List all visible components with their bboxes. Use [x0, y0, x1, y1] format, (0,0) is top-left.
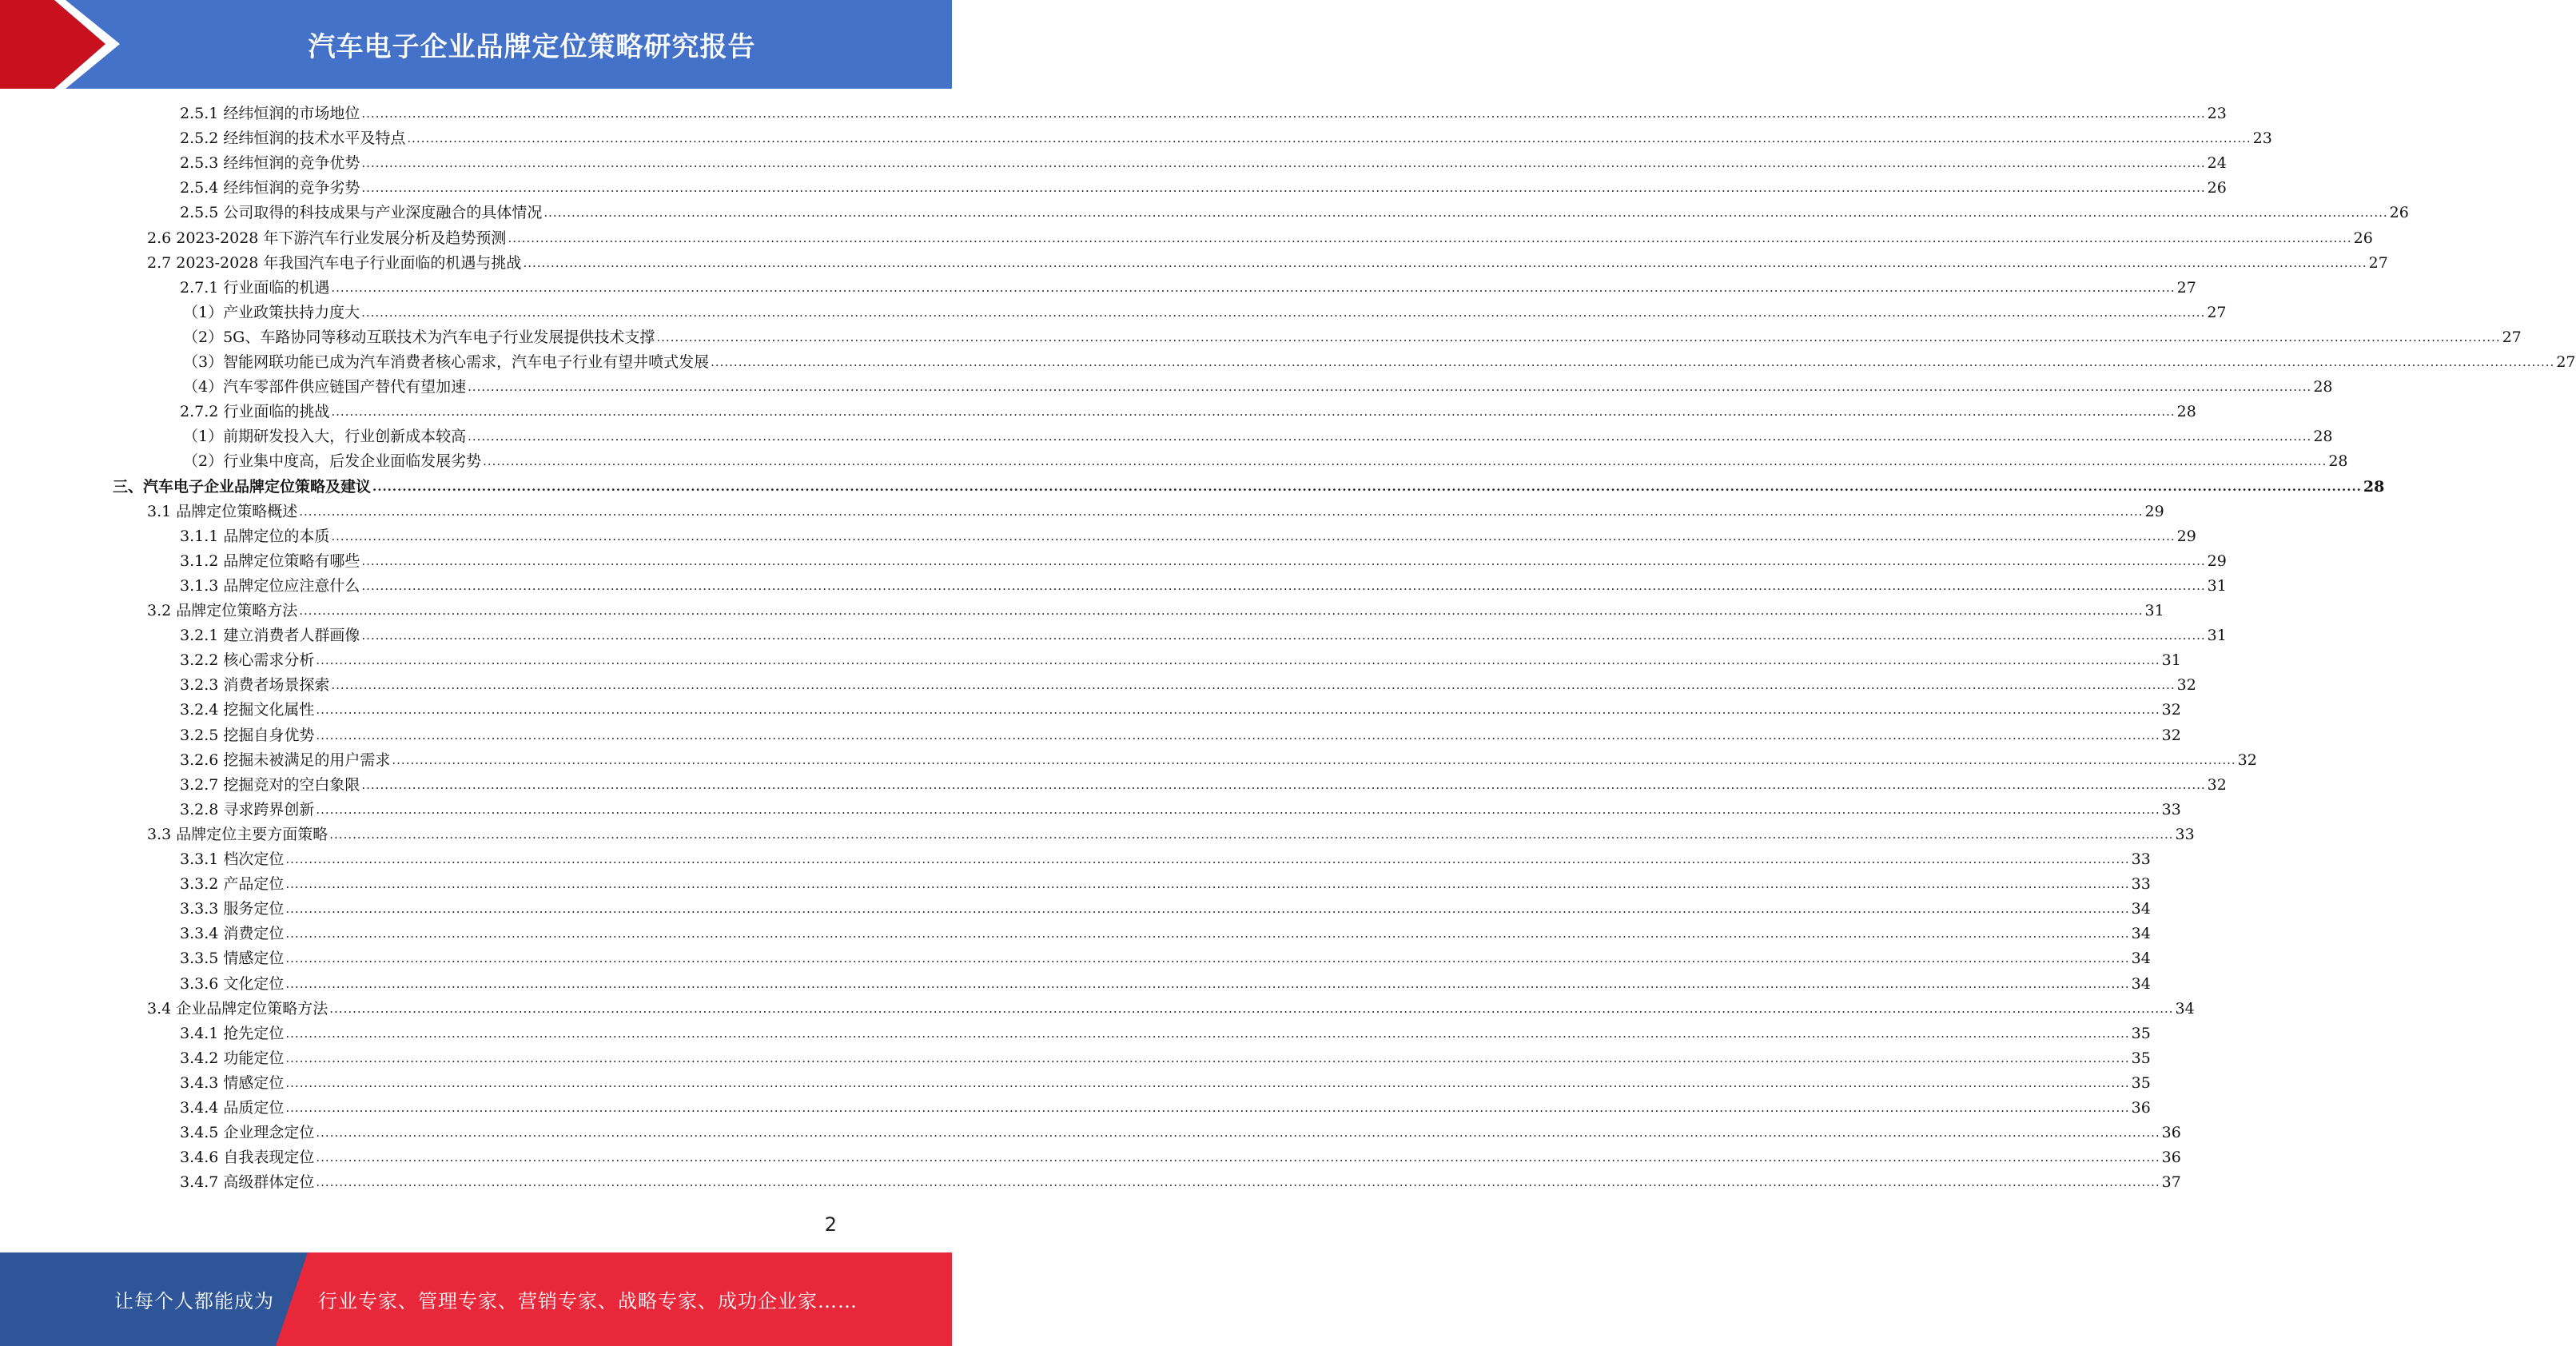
toc-entry-title: 3.3 品牌定位主要方面策略 — [147, 825, 328, 843]
toc-entry-page: 37 — [2161, 1173, 2181, 1192]
toc-entry-title: 3.3.1 档次定位 — [180, 850, 285, 868]
toc-entry-title: 3.2.1 建立消费者人群画像 — [180, 627, 360, 645]
toc-dot-leader: ................................................................................................................................................................................................................................................................................................................................................................................................................ — [316, 1175, 2160, 1190]
toc-entry[interactable] — [183, 350, 2576, 375]
toc-entry-title: 3.3.4 消费定位 — [180, 925, 285, 943]
toc-dot-leader: ................................................................................................................................................................................................................................................................................................................................................................................................................ — [361, 777, 2206, 792]
toc-entry-page: 24 — [2207, 154, 2227, 173]
toc-entry-title: 3.4.4 品质定位 — [180, 1099, 285, 1117]
toc-entry-page: 27 — [2207, 303, 2227, 321]
header-chevron-decoration — [0, 0, 160, 89]
toc-entry-page: 28 — [2313, 428, 2333, 446]
toc-entry[interactable] — [180, 1021, 2151, 1046]
toc-entry-title: （2）行业集中度高，后发企业面临发展劣势 — [183, 452, 482, 471]
toc-entry-page: 29 — [2176, 527, 2196, 545]
toc-entry-title: 3.2.4 挖掘文化属性 — [180, 701, 315, 719]
toc-entry-page: 27 — [2176, 278, 2196, 297]
toc-dot-leader: ................................................................................................................................................................................................................................................................................................................................................................................................................ — [361, 156, 2206, 171]
toc-entry-title: 2.7.2 行业面临的挑战 — [180, 403, 330, 421]
toc-dot-leader: ................................................................................................................................................................................................................................................................................................................................................................................................................ — [331, 280, 2176, 295]
toc-entry-title: 2.5.1 经纬恒润的市场地位 — [180, 105, 360, 122]
page-header — [0, 0, 952, 89]
toc-dot-leader: ................................................................................................................................................................................................................................................................................................................................................................................................................ — [285, 877, 2130, 892]
toc-entry[interactable] — [180, 946, 2151, 971]
toc-dot-leader: ................................................................................................................................................................................................................................................................................................................................................................................................................ — [285, 1101, 2130, 1115]
toc-entry-page: 23 — [2252, 129, 2272, 148]
toc-entry[interactable] — [180, 922, 2151, 946]
toc-entry-page: 31 — [2161, 651, 2181, 670]
toc-dot-leader: ................................................................................................................................................................................................................................................................................................................................................................................................................ — [285, 1050, 2130, 1065]
toc-entry[interactable] — [180, 1046, 2151, 1071]
toc-entry-title: 2.5.5 公司取得的科技成果与产业深度融合的具体情况 — [180, 204, 543, 222]
toc-entry-page: 35 — [2131, 1049, 2151, 1067]
toc-entry-title: （3）智能网联功能已成为汽车消费者核心需求，汽车电子行业有望井喷式发展 — [183, 353, 710, 371]
toc-entry[interactable] — [180, 723, 2181, 748]
toc-entry-page: 32 — [2237, 751, 2257, 769]
toc-entry-page: 34 — [2131, 925, 2151, 943]
toc-entry-title: 3.4.2 功能定位 — [180, 1049, 285, 1067]
toc-dot-leader: ................................................................................................................................................................................................................................................................................................................................................................................................................ — [543, 205, 2388, 221]
toc-dot-leader: ................................................................................................................................................................................................................................................................................................................................................................................................................ — [711, 355, 2555, 369]
toc-entry-page: 33 — [2161, 800, 2181, 818]
toc-entry[interactable] — [180, 847, 2151, 872]
toc-entry-title: 3.1.2 品牌定位策略有哪些 — [180, 552, 360, 570]
toc-entry-title: 3.1 品牌定位策略概述 — [147, 502, 298, 520]
toc-entry-page: 32 — [2207, 775, 2227, 794]
toc-entry-page: 31 — [2207, 576, 2227, 595]
toc-entry-page: 33 — [2131, 875, 2151, 894]
toc-entry[interactable] — [180, 698, 2181, 723]
toc-dot-leader: ................................................................................................................................................................................................................................................................................................................................................................................................................ — [285, 1075, 2130, 1090]
toc-dot-leader: ................................................................................................................................................................................................................................................................................................................................................................................................................ — [316, 653, 2160, 668]
toc-entry-page: 28 — [2313, 378, 2333, 396]
toc-entry-title: 2.5.4 经纬恒润的竞争劣势 — [180, 179, 360, 197]
toc-entry-title: 3.1.1 品牌定位的本质 — [180, 527, 330, 545]
toc-dot-leader: ................................................................................................................................................................................................................................................................................................................................................................................................................ — [483, 454, 2327, 469]
toc-entry-title: 3.2.2 核心需求分析 — [180, 651, 315, 670]
footer-slogan-right: 行业专家、管理专家、营销专家、战略专家、成功企业家…… — [318, 1290, 858, 1312]
toc-entry[interactable] — [180, 872, 2151, 897]
report-title: 汽车电子企业品牌定位策略研究报告 — [308, 31, 756, 63]
toc-entry[interactable] — [183, 301, 2227, 325]
toc-entry-page: 33 — [2131, 850, 2151, 868]
toc-entry-page: 35 — [2131, 1073, 2151, 1092]
toc-entry-title: 3.2 品牌定位策略方法 — [147, 602, 298, 619]
toc-entry[interactable] — [180, 151, 2227, 176]
toc-entry-page: 31 — [2207, 627, 2227, 645]
toc-entry-title: 三、汽车电子企业品牌定位策略及建议 — [113, 477, 372, 496]
toc-entry[interactable] — [180, 276, 2196, 301]
toc-entry-title: （4）汽车零部件供应链国产替代有望加速 — [183, 378, 467, 396]
toc-entry[interactable] — [147, 500, 2164, 524]
toc-entry-title: 2.5.2 经纬恒润的技术水平及特点 — [180, 129, 406, 148]
toc-dot-leader: ................................................................................................................................................................................................................................................................................................................................................................................................................ — [285, 926, 2130, 942]
toc-entry-title: 3.2.5 挖掘自身优势 — [180, 726, 315, 744]
toc-entry-title: （1）前期研发投入大，行业创新成本较高 — [183, 428, 467, 446]
toc-entry-page: 32 — [2161, 726, 2181, 744]
toc-entry[interactable] — [180, 1071, 2151, 1096]
toc-dot-leader: ................................................................................................................................................................................................................................................................................................................................................................................................................ — [329, 1001, 2174, 1016]
toc-dot-leader: ................................................................................................................................................................................................................................................................................................................................................................................................................ — [316, 727, 2160, 743]
toc-entry-page: 36 — [2161, 1124, 2181, 1142]
toc-entry[interactable] — [147, 997, 2195, 1021]
toc-dot-leader: ................................................................................................................................................................................................................................................................................................................................................................................................................ — [316, 703, 2160, 718]
toc-entry-page: 35 — [2131, 1024, 2151, 1042]
toc-entry-page: 33 — [2175, 825, 2195, 843]
toc-entry[interactable] — [147, 226, 2373, 251]
toc-entry-title: 2.7.1 行业面临的机遇 — [180, 278, 330, 297]
toc-dot-leader: ................................................................................................................................................................................................................................................................................................................................................................................................................ — [361, 181, 2206, 196]
toc-entry-page: 28 — [2328, 452, 2348, 471]
toc-dot-leader: ................................................................................................................................................................................................................................................................................................................................................................................................................ — [361, 578, 2206, 593]
toc-entry-page: 34 — [2175, 999, 2195, 1017]
page-number: 2 — [824, 1213, 837, 1236]
toc-entry-title: 3.4.7 高级群体定位 — [180, 1173, 315, 1192]
toc-entry-title: 3.3.6 文化定位 — [180, 974, 285, 993]
toc-entry-title: 3.2.6 挖掘未被满足的用户需求 — [180, 751, 391, 769]
toc-entry[interactable] — [180, 524, 2196, 549]
toc-entry-page: 31 — [2144, 602, 2164, 619]
toc-dot-leader: ................................................................................................................................................................................................................................................................................................................................................................................................................ — [407, 131, 2252, 146]
toc-dot-leader: ................................................................................................................................................................................................................................................................................................................................................................................................................ — [316, 802, 2160, 817]
toc-entry[interactable] — [183, 449, 2348, 474]
toc-entry[interactable] — [180, 1145, 2181, 1170]
toc-dot-leader: ................................................................................................................................................................................................................................................................................................................................................................................................................ — [392, 752, 2236, 767]
toc-entry-title: 2.5.3 经纬恒润的竞争优势 — [180, 154, 360, 173]
toc-dot-leader: ................................................................................................................................................................................................................................................................................................................................................................................................................ — [299, 603, 2144, 618]
toc-entry[interactable] — [180, 673, 2196, 698]
toc-dot-leader: ................................................................................................................................................................................................................................................................................................................................................................................................................ — [331, 404, 2176, 420]
toc-entry-page: 34 — [2131, 900, 2151, 918]
toc-entry-page: 28 — [2363, 477, 2385, 496]
toc-entry-page: 26 — [2353, 229, 2373, 247]
toc-entry[interactable] — [180, 1096, 2151, 1121]
toc-entry-page: 27 — [2556, 353, 2576, 371]
toc-entry-page: 36 — [2131, 1099, 2151, 1117]
toc-entry-title: 3.2.3 消费者场景探索 — [180, 676, 330, 695]
toc-dot-leader: ................................................................................................................................................................................................................................................................................................................................................................................................................ — [361, 628, 2206, 643]
toc-dot-leader: ................................................................................................................................................................................................................................................................................................................................................................................................................ — [468, 429, 2312, 444]
toc-entry[interactable] — [147, 822, 2195, 847]
toc-entry-title: （1）产业政策扶持力度大 — [183, 303, 360, 321]
toc-entry-page: 28 — [2176, 403, 2196, 421]
toc-entry[interactable] — [183, 375, 2333, 400]
toc-entry-page: 26 — [2389, 204, 2409, 222]
toc-entry[interactable] — [113, 475, 2385, 500]
toc-entry-title: 3.1.3 品牌定位应注意什么 — [180, 576, 360, 595]
toc-dot-leader: ................................................................................................................................................................................................................................................................................................................................................................................................................ — [331, 678, 2176, 693]
toc-dot-leader: ................................................................................................................................................................................................................................................................................................................................................................................................................ — [329, 826, 2174, 842]
toc-entry-title: 2.6 2023-2028 年下游汽车行业发展分析及趋势预测 — [147, 229, 507, 247]
toc-dot-leader: ................................................................................................................................................................................................................................................................................................................................................................................................................ — [508, 230, 2352, 245]
toc-dot-leader: ................................................................................................................................................................................................................................................................................................................................................................................................................ — [285, 1025, 2130, 1041]
toc-dot-leader: ................................................................................................................................................................................................................................................................................................................................................................................................................ — [331, 528, 2176, 544]
toc-entry-title: 3.4.5 企业理念定位 — [180, 1124, 315, 1142]
toc-entry-page: 32 — [2176, 676, 2196, 695]
toc-entry[interactable] — [147, 251, 2388, 276]
toc-dot-leader: ................................................................................................................................................................................................................................................................................................................................................................................................................ — [468, 380, 2312, 395]
toc-entry-page: 34 — [2131, 974, 2151, 993]
toc-dot-leader: ................................................................................................................................................................................................................................................................................................................................................................................................................ — [523, 255, 2367, 270]
toc-dot-leader: ................................................................................................................................................................................................................................................................................................................................................................................................................ — [285, 852, 2130, 866]
toc-entry-page: 32 — [2161, 701, 2181, 719]
toc-entry[interactable] — [180, 798, 2181, 822]
toc-entry-title: （2）5G、车路协同等移动互联技术为汽车电子行业发展提供技术支撑 — [183, 328, 655, 346]
toc-entry[interactable] — [183, 325, 2522, 350]
toc-entry[interactable] — [180, 126, 2272, 151]
toc-entry-title: 2.7 2023-2028 年我国汽车电子行业面临的机遇与挑战 — [147, 253, 522, 272]
toc-entry[interactable] — [180, 897, 2151, 922]
toc-entry[interactable] — [180, 176, 2227, 201]
toc-dot-leader: ................................................................................................................................................................................................................................................................................................................................................................................................................ — [361, 106, 2206, 121]
toc-dot-leader: ................................................................................................................................................................................................................................................................................................................................................................................................................ — [361, 553, 2206, 568]
toc-entry[interactable] — [180, 201, 2409, 225]
toc-entry[interactable] — [180, 972, 2151, 997]
toc-entry[interactable] — [180, 1170, 2181, 1195]
footer-slogan-left: 让每个人都能成为 — [114, 1290, 274, 1312]
toc-entry-page: 36 — [2161, 1149, 2181, 1167]
toc-dot-leader: ................................................................................................................................................................................................................................................................................................................................................................................................................ — [285, 902, 2130, 917]
toc-entry-page: 27 — [2502, 328, 2522, 346]
toc-entry[interactable] — [180, 574, 2227, 599]
toc-entry[interactable] — [183, 424, 2333, 449]
toc-entry[interactable] — [180, 1121, 2181, 1145]
toc-entry[interactable] — [180, 102, 2227, 126]
toc-entry-page: 26 — [2207, 179, 2227, 197]
toc-entry-title: 3.3.2 产品定位 — [180, 875, 285, 894]
toc-entry[interactable] — [147, 599, 2164, 623]
toc-entry-page: 29 — [2207, 552, 2227, 570]
toc-entry-title: 3.2.8 寻求跨界创新 — [180, 800, 315, 818]
toc-entry[interactable] — [180, 773, 2227, 798]
page-footer — [0, 1252, 952, 1346]
toc-entry-page: 29 — [2144, 502, 2164, 520]
toc-entry-title: 3.4 企业品牌定位策略方法 — [147, 999, 328, 1017]
toc-dot-leader: ................................................................................................................................................................................................................................................................................................................................................................................................................ — [372, 479, 2362, 494]
toc-dot-leader: ................................................................................................................................................................................................................................................................................................................................................................................................................ — [299, 504, 2144, 519]
toc-entry-page: 27 — [2368, 253, 2388, 272]
toc-entry[interactable] — [180, 648, 2181, 673]
toc-entry[interactable] — [180, 623, 2227, 648]
toc-dot-leader: ................................................................................................................................................................................................................................................................................................................................................................................................................ — [361, 305, 2206, 320]
toc-entry[interactable] — [180, 748, 2257, 773]
toc-dot-leader: ................................................................................................................................................................................................................................................................................................................................................................................................................ — [656, 329, 2501, 344]
toc-dot-leader: ................................................................................................................................................................................................................................................................................................................................................................................................................ — [316, 1150, 2160, 1165]
toc-dot-leader: ................................................................................................................................................................................................................................................................................................................................................................................................................ — [285, 951, 2130, 966]
toc-dot-leader: ................................................................................................................................................................................................................................................................................................................................................................................................................ — [316, 1125, 2160, 1141]
toc-entry[interactable] — [180, 549, 2227, 574]
toc-dot-leader: ................................................................................................................................................................................................................................................................................................................................................................................................................ — [285, 976, 2130, 991]
toc-entry-page: 34 — [2131, 950, 2151, 968]
toc-entry-title: 3.2.7 挖掘竞对的空白象限 — [180, 775, 360, 794]
toc-entry-title: 3.4.6 自我表现定位 — [180, 1149, 315, 1167]
toc-entry-page: 23 — [2207, 105, 2227, 122]
toc-entry-title: 3.4.1 抢先定位 — [180, 1024, 285, 1042]
toc-entry-title: 3.3.5 情感定位 — [180, 950, 285, 968]
toc-entry[interactable] — [180, 400, 2196, 424]
toc-entry-title: 3.4.3 情感定位 — [180, 1073, 285, 1092]
toc-entry-title: 3.3.3 服务定位 — [180, 900, 285, 918]
